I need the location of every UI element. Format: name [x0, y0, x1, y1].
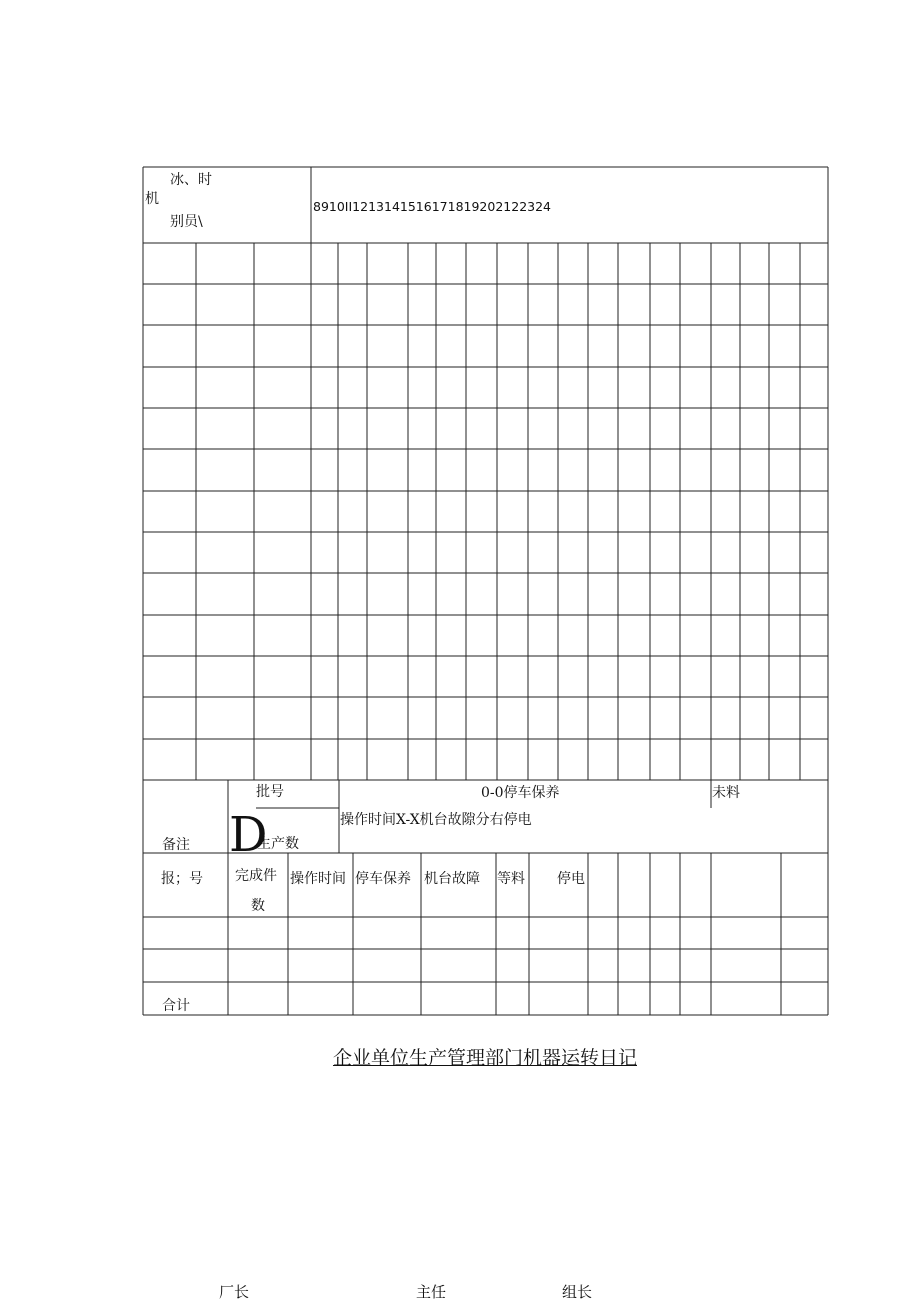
stop-maintain-label: 0-0停车保养	[481, 785, 560, 801]
big-d-mark: D	[229, 807, 268, 863]
document-title: 企业单位生产管理部门机器运转日记	[332, 1047, 637, 1069]
report-label: 报；号	[161, 871, 203, 887]
signature-supervisor: 主任	[416, 1283, 447, 1301]
signature-team-leader: 组长	[562, 1283, 593, 1301]
col-operation-time: 操作时间	[290, 871, 346, 887]
legend-text: 操作时间X-X机台故隙分右停电	[340, 812, 532, 828]
header-corner-bottom: 别员\	[170, 214, 203, 230]
batch-label: 批号	[256, 784, 284, 800]
production-label: 生产数	[257, 836, 299, 852]
total-label: 合计	[162, 998, 190, 1014]
col-power-outage: 停电	[557, 871, 585, 887]
col-completed-sub: 数	[251, 898, 265, 914]
header-corner-mid: 机	[145, 191, 159, 207]
header-corner-top: 冰、时	[170, 172, 212, 188]
hours-header: 8910II1213141516171819202122324	[313, 199, 552, 214]
col-wait-material: 等料	[497, 871, 525, 887]
signature-factory-director: 厂长	[219, 1283, 250, 1301]
remarks-label: 备注	[162, 837, 190, 853]
missing-material-label: 未料	[712, 785, 740, 801]
col-completed: 完成件	[235, 868, 277, 884]
col-machine-fault: 机台故障	[424, 871, 480, 887]
col-stop-maintain: 停车保养	[355, 871, 411, 887]
